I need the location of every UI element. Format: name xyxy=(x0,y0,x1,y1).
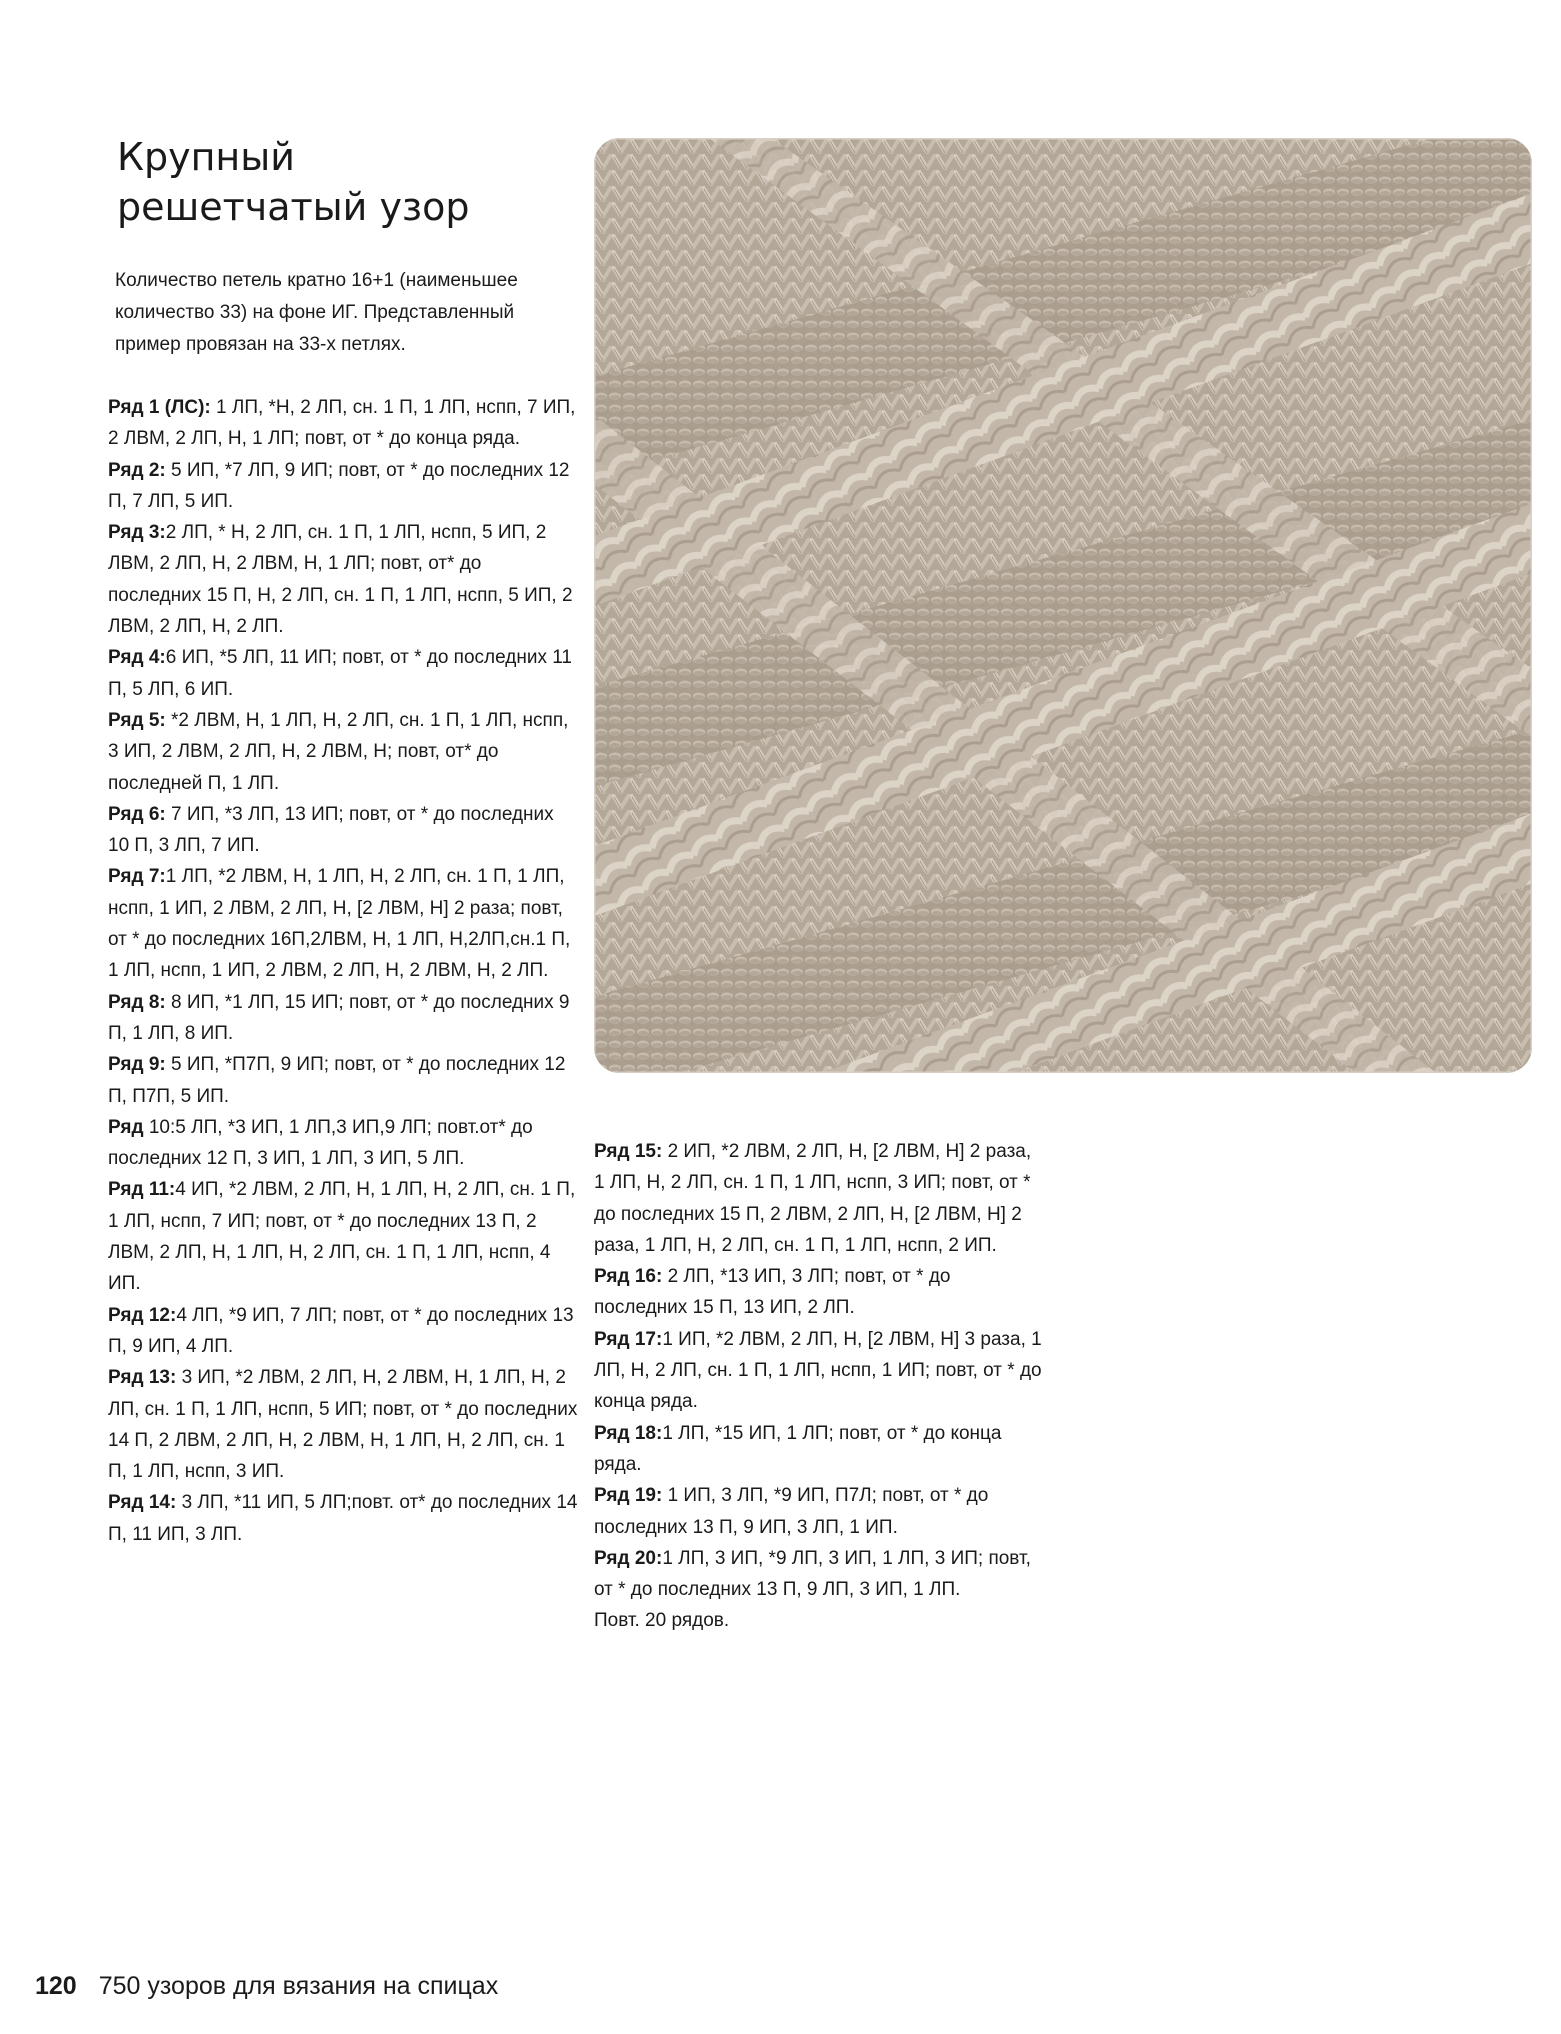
row-instruction xyxy=(108,1049,578,1112)
row-text: 4 ЛП, *9 ИП, 7 ЛП; повт, от * до последних 13 П, 9 ИП, 4 ЛП. xyxy=(108,1304,574,1357)
row-label: Ряд 4: xyxy=(108,647,166,669)
row-instruction xyxy=(108,1112,578,1175)
row-label: Ряд 20: xyxy=(594,1547,663,1569)
row-instruction xyxy=(108,1300,578,1363)
row-label: Ряд xyxy=(108,1116,144,1138)
row-instruction xyxy=(108,1487,578,1550)
row-text: 3 ЛП, *11 ИП, 5 ЛП;повт. от* до последних 14 П, 11 ИП, 3 ЛП. xyxy=(108,1492,578,1545)
row-instruction xyxy=(594,1136,1044,1261)
row-instruction xyxy=(108,1362,578,1487)
row-text: 2 ИП, *2 ЛВМ, 2 ЛП, Н, [2 ЛВМ, Н] 2 раза, 1 ЛП, Н, 2 ЛП, сн. 1 П, 1 ЛП, нспп, 3 ИП; повт, от * до последних 15 П, 2 ЛВМ, 2 ЛП, Н, [2 ЛВМ, Н] 2 раза, 1 ЛП, Н, 2 ЛП, сн. 1 П, 1 ЛП, нспп, 2 ИП. xyxy=(594,1141,1032,1256)
row-instruction xyxy=(108,455,578,518)
row-text: 2 ЛП, *13 ИП, 3 ЛП; повт, от * до последних 15 П, 13 ИП, 2 ЛП. xyxy=(594,1266,951,1319)
row-label: Ряд 14: xyxy=(108,1492,177,1514)
pattern-title: Крупный решетчатый узор xyxy=(117,135,470,229)
page-number: 120 xyxy=(35,1972,77,2000)
row-label: Ряд 16: xyxy=(594,1266,663,1288)
row-text: 1 ЛП, 3 ИП, *9 ЛП, 3 ИП, 1 ЛП, 3 ИП; повт, от * до последних 13 П, 9 ЛП, 3 ИП, 1 ЛП. xyxy=(594,1547,1031,1601)
row-instruction xyxy=(108,987,578,1050)
row-text: 1 ИП, 3 ЛП, *9 ИП, П7Л; повт, от * до последних 13 П, 9 ИП, 3 ЛП, 1 ИП. xyxy=(594,1485,989,1538)
instructions-right-column xyxy=(594,1136,1044,1637)
row-text: 6 ИП, *5 ЛП, 11 ИП; повт, от * до последних 11 П, 5 ЛП, 6 ИП. xyxy=(108,647,572,700)
row-instruction xyxy=(108,799,578,862)
row-label: Ряд 15: xyxy=(594,1141,663,1162)
row-instruction xyxy=(108,517,578,642)
row-text: 1 ЛП, *15 ИП, 1 ЛП; повт, от * до конца ряда. xyxy=(594,1422,1002,1475)
row-text: 3 ИП, *2 ЛВМ, 2 ЛП, Н, 2 ЛВМ, Н, 1 ЛП, Н, 2 ЛП, сн. 1 П, 1 ЛП, нспп, 5 ИП; повт, от * до последних 14 П, 2 ЛВМ, 2 ЛП, Н, 2 ЛВМ, Н, 1 ЛП, Н, 2 ЛП, сн. 1 П, 1 ЛП, нспп, 3 ИП. xyxy=(108,1367,578,1483)
row-label: Ряд 7: xyxy=(108,866,166,888)
row-text: 1 ЛП, *Н, 2 ЛП, сн. 1 П, 1 ЛП, нспп, 7 ИП, 2 ЛВМ, 2 ЛП, Н, 1 ЛП; повт, от * до конца ряда. xyxy=(108,397,576,450)
row-text: 8 ИП, *1 ЛП, 15 ИП; повт, от * до последних 9 П, 1 ЛП, 8 ИП. xyxy=(108,991,570,1044)
repeat-note: Повт. 20 рядов. xyxy=(594,1610,730,1632)
row-label: Ряд 8: xyxy=(108,991,166,1013)
row-label: Ряд 18: xyxy=(594,1422,663,1444)
row-label: Ряд 11: xyxy=(108,1179,176,1201)
page-footer xyxy=(35,1970,498,2002)
row-instruction xyxy=(594,1261,1044,1324)
row-label: Ряд 12: xyxy=(108,1304,177,1326)
row-label: Ряд 6: xyxy=(108,803,166,825)
knitting-sample-photo xyxy=(594,138,1532,1073)
row-instruction xyxy=(108,1174,578,1299)
row-label: Ряд 1 (ЛС): xyxy=(108,397,211,418)
row-text: 1 ЛП, *2 ЛВМ, Н, 1 ЛП, Н, 2 ЛП, сн. 1 П, 1 ЛП, нспп, 1 ИП, 2 ЛВМ, 2 ЛП, Н, [2 ЛВМ, Н] 2 раза; повт, от * до последних 16П,2ЛВМ, Н, 1 ЛП, Н,2ЛП,сн.1 П, 1 ЛП, нспп, 1 ИП, 2 ЛВМ, 2 ЛП, Н, 2 ЛВМ, Н, 2 ЛП. xyxy=(108,866,571,982)
row-label: Ряд 19: xyxy=(594,1485,663,1507)
row-label: Ряд 2: xyxy=(108,459,166,481)
row-text: 2 ЛП, * Н, 2 ЛП, сн. 1 П, 1 ЛП, нспп, 5 ИП, 2 ЛВМ, 2 ЛП, Н, 2 ЛВМ, Н, 1 ЛП; повт, от* до последних 15 П, Н, 2 ЛП, сн. 1 П, 1 ЛП, нспп, 5 ИП, 2 ЛВМ, 2 ЛП, Н, 2 ЛП. xyxy=(108,522,573,638)
row-text: 1 ИП, *2 ЛВМ, 2 ЛП, Н, [2 ЛВМ, Н] 3 раза, 1 ЛП, Н, 2 ЛП, сн. 1 П, 1 ЛП, нспп, 1 ИП; повт, от * до конца ряда. xyxy=(594,1328,1042,1413)
row-text: 4 ИП, *2 ЛВМ, 2 ЛП, Н, 1 ЛП, Н, 2 ЛП, сн. 1 П, 1 ЛП, нспп, 7 ИП; повт, от * до последних 13 П, 2 ЛВМ, 2 ЛП, Н, 1 ЛП, Н, 2 ЛП, сн. 1 П, 1 ЛП, нспп, 4 ИП. xyxy=(108,1179,576,1295)
row-instruction xyxy=(108,705,578,799)
row-instruction xyxy=(108,861,578,986)
row-text: 7 ИП, *3 ЛП, 13 ИП; повт, от * до последних 10 П, 3 ЛП, 7 ИП. xyxy=(108,803,554,857)
pattern-intro: Количество петель кратно 16+1 (наименьшее количество 33) на фоне ИГ. Представленный пример провязан на 33-х петлях. xyxy=(115,270,518,355)
row-text: *2 ЛВМ, Н, 1 ЛП, Н, 2 ЛП, сн. 1 П, 1 ЛП, нспп, 3 ИП, 2 ЛВМ, 2 ЛП, Н, 2 ЛВМ, Н; повт, от* до последней П, 1 ЛП. xyxy=(108,709,569,794)
row-label: Ряд 9: xyxy=(108,1054,166,1076)
row-label: Ряд 17: xyxy=(594,1328,663,1350)
row-instruction xyxy=(594,1324,1044,1418)
row-instruction xyxy=(108,392,578,455)
row-text: 10:5 ЛП, *3 ИП, 1 ЛП,3 ИП,9 ЛП; повт.от* до последних 12 П, 3 ИП, 1 ЛП, 3 ИП, 5 ЛП. xyxy=(108,1116,533,1170)
knit-texture xyxy=(594,138,1532,1073)
row-instruction xyxy=(594,1418,1044,1481)
instructions-left-column xyxy=(108,392,578,1550)
row-label: Ряд 5: xyxy=(108,709,166,731)
row-instruction xyxy=(108,642,578,705)
row-instruction xyxy=(594,1480,1044,1543)
row-label: Ряд 3: xyxy=(108,522,166,544)
row-instruction xyxy=(594,1543,1044,1606)
row-text: 5 ИП, *7 ЛП, 9 ИП; повт, от * до последних 12 П, 7 ЛП, 5 ИП. xyxy=(108,459,570,512)
row-text: 5 ИП, *П7П, 9 ИП; повт, от * до последних 12 П, П7П, 5 ИП. xyxy=(108,1054,566,1107)
row-label: Ряд 13: xyxy=(108,1367,177,1389)
book-title: 750 узоров для вязания на спицах xyxy=(98,1972,499,2000)
